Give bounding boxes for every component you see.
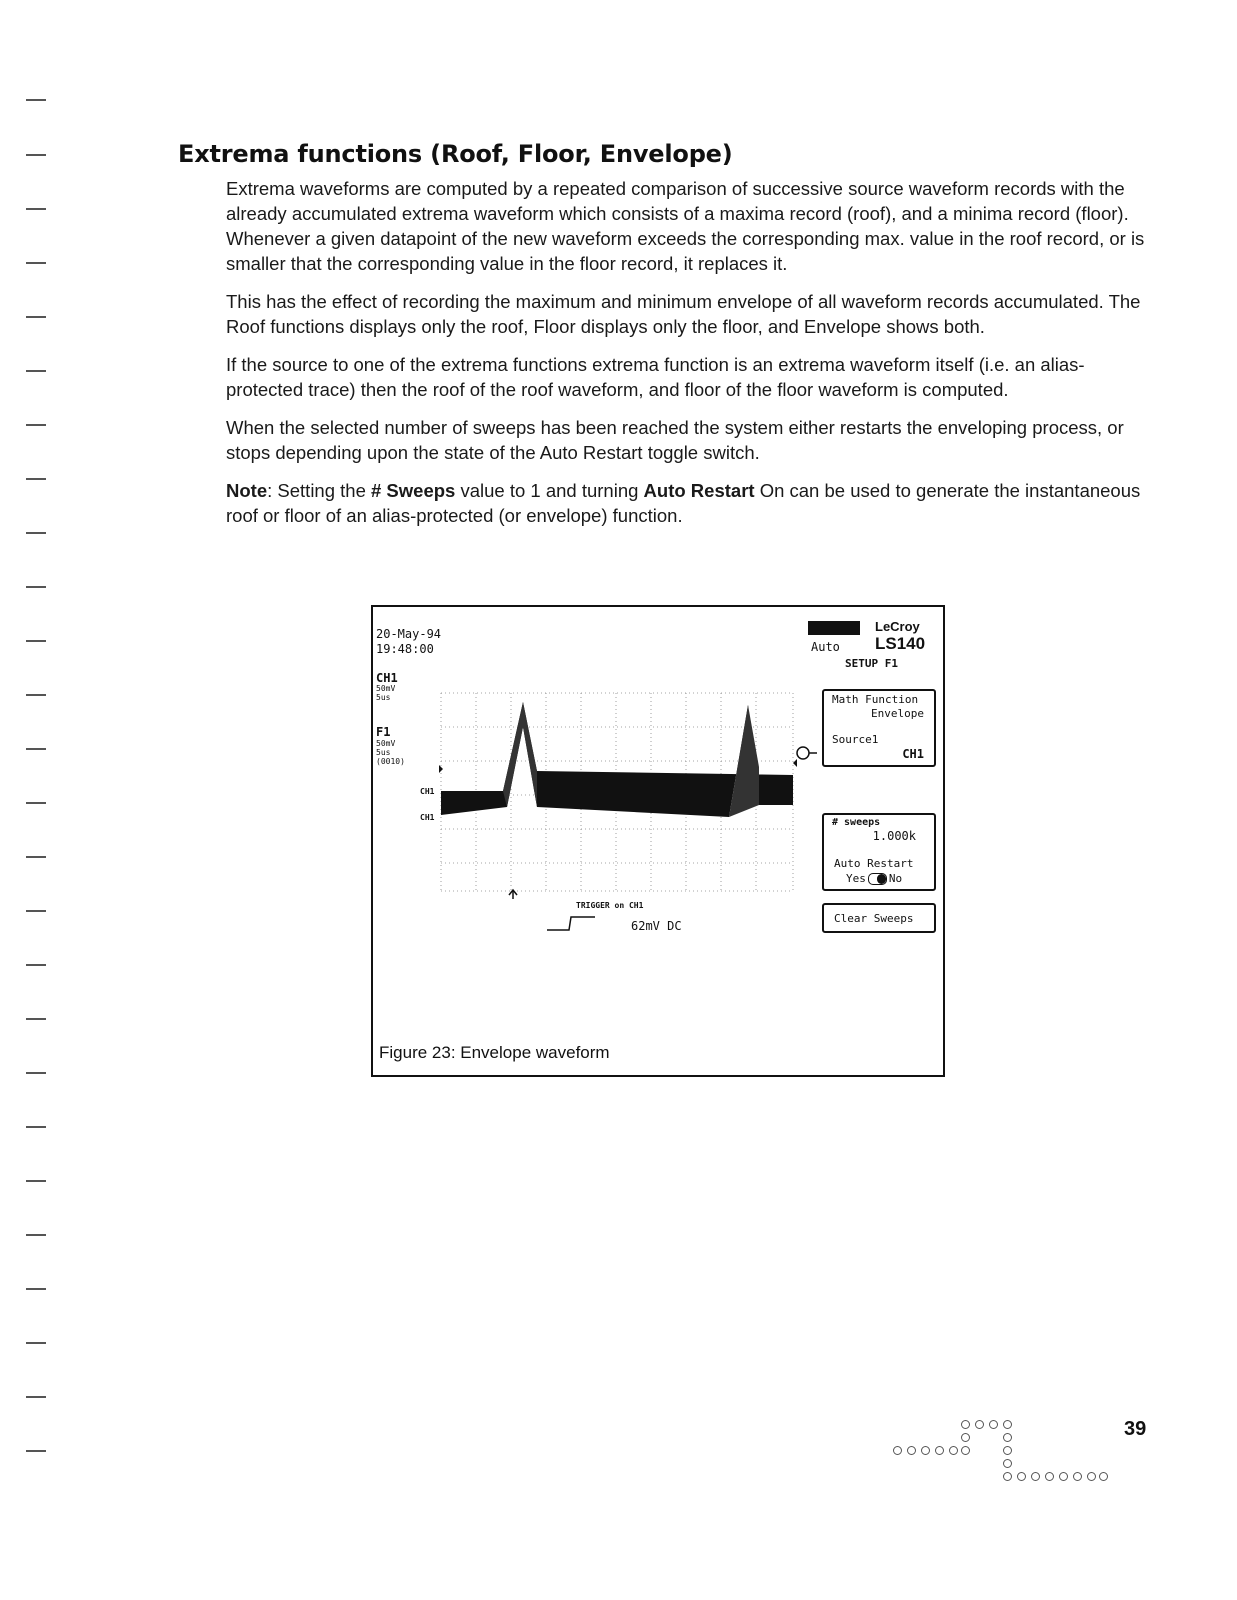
trigger-label: TRIGGER on CH1 <box>576 901 644 910</box>
margin-ticks <box>0 0 60 1600</box>
math-function-title: Math Function <box>832 693 919 706</box>
trace-label-1: CH1 <box>420 787 435 796</box>
page-number: 39 <box>1124 1418 1147 1440</box>
setup-title: SETUP F1 <box>845 657 898 670</box>
paragraph-1: Extrema waveforms are computed by a repeated comparison of successive source waveform records with the already accumulated extrema waveform which consists of a maxima record (roof), and a minima record (floor). Whenever a given datapoint of the new waveform exceeds the corresponding max. value in the roof record, or is smaller that the corresponding value in the floor record, it replaces it. <box>226 178 1145 274</box>
body-text <box>226 176 1146 541</box>
note-text: : Setting the <box>267 480 371 501</box>
margin-tick <box>26 802 46 804</box>
figure-envelope-waveform <box>371 605 945 1077</box>
section-title: Extrema functions (Roof, Floor, Envelope) <box>178 140 733 168</box>
margin-tick <box>26 262 46 264</box>
note-paragraph <box>226 478 1146 528</box>
margin-tick <box>26 694 46 696</box>
margin-tick <box>26 748 46 750</box>
margin-tick <box>26 1450 46 1452</box>
margin-tick <box>26 1126 46 1128</box>
auto-restart-yes: Yes <box>846 872 866 885</box>
note-auto-restart: Auto Restart <box>643 480 755 501</box>
margin-tick <box>26 586 46 588</box>
source-label: Source1 <box>832 733 879 746</box>
auto-restart-label: Auto Restart <box>834 857 914 870</box>
ch1-label: CH1 <box>376 671 398 685</box>
status-indicator <box>808 621 860 635</box>
ch1-timebase: 5us <box>376 693 391 702</box>
f1-sweep-count: (0010) <box>376 757 405 766</box>
margin-tick <box>26 99 46 101</box>
margin-tick <box>26 1180 46 1182</box>
scope-date: 20-May-94 <box>376 627 442 641</box>
margin-tick <box>26 964 46 966</box>
figure-caption: Figure 23: Envelope waveform <box>379 1043 610 1062</box>
source-value: CH1 <box>902 747 924 761</box>
auto-restart-no: No <box>888 872 903 885</box>
oscilloscope-screen <box>373 607 943 1027</box>
margin-tick <box>26 370 46 372</box>
brand-logo: LeCroy <box>875 619 920 634</box>
f1-timebase: 5us <box>376 748 391 757</box>
f1-label: F1 <box>376 725 391 739</box>
f1-volts: 50mV <box>376 739 396 748</box>
margin-tick <box>26 1396 46 1398</box>
margin-tick <box>26 316 46 318</box>
paragraph-3: If the source to one of the extrema functions extrema function is an extrema waveform itself (i.e. an alias-protected trace) then the roof of the roof waveform, and floor of the floor waveform is computed. <box>226 354 1085 400</box>
note-text: On can be used to generate the instantaneous roof or floor of an alias-protected (or envelope) function. <box>226 480 1141 526</box>
model-name: LS140 <box>875 634 926 653</box>
margin-tick <box>26 640 46 642</box>
clear-sweeps-button[interactable] <box>822 903 936 933</box>
paragraph-4: When the selected number of sweeps has been reached the system either restarts the enveloping process, or stops depending upon the state of the Auto Restart toggle switch. <box>226 417 1124 463</box>
margin-tick <box>26 478 46 480</box>
paragraph-2: This has the effect of recording the maximum and minimum envelope of all waveform records accumulated. The Roof functions displays only the roof, Floor displays only the floor, and Envelope shows both. <box>226 291 1141 337</box>
margin-tick <box>26 1342 46 1344</box>
clear-sweeps-label: Clear Sweeps <box>834 912 914 925</box>
margin-tick <box>26 910 46 912</box>
margin-tick <box>26 1234 46 1236</box>
auto-restart-toggle[interactable] <box>846 872 902 885</box>
math-function-panel[interactable] <box>822 689 936 767</box>
note-label: Note <box>226 480 268 501</box>
margin-tick <box>26 1018 46 1020</box>
margin-tick <box>26 1288 46 1290</box>
margin-tick <box>26 856 46 858</box>
toggle-switch-icon[interactable] <box>868 873 887 885</box>
margin-tick <box>26 154 46 156</box>
margin-tick <box>26 532 46 534</box>
ch1-volts: 50mV <box>376 684 396 693</box>
margin-tick <box>26 424 46 426</box>
note-sweeps: # Sweeps <box>371 480 456 501</box>
margin-tick <box>26 1072 46 1074</box>
scope-time: 19:48:00 <box>376 642 434 656</box>
trigger-level: 62mV DC <box>631 919 682 933</box>
note-text: value to 1 and turning <box>455 480 644 501</box>
math-function-value: Envelope <box>871 707 924 720</box>
sweeps-title: # sweeps <box>832 817 881 828</box>
sweeps-value: 1.000k <box>872 829 916 843</box>
trigger-mode: Auto <box>811 640 840 654</box>
trace-label-2: CH1 <box>420 813 435 822</box>
sweeps-panel[interactable] <box>822 813 936 891</box>
margin-tick <box>26 208 46 210</box>
